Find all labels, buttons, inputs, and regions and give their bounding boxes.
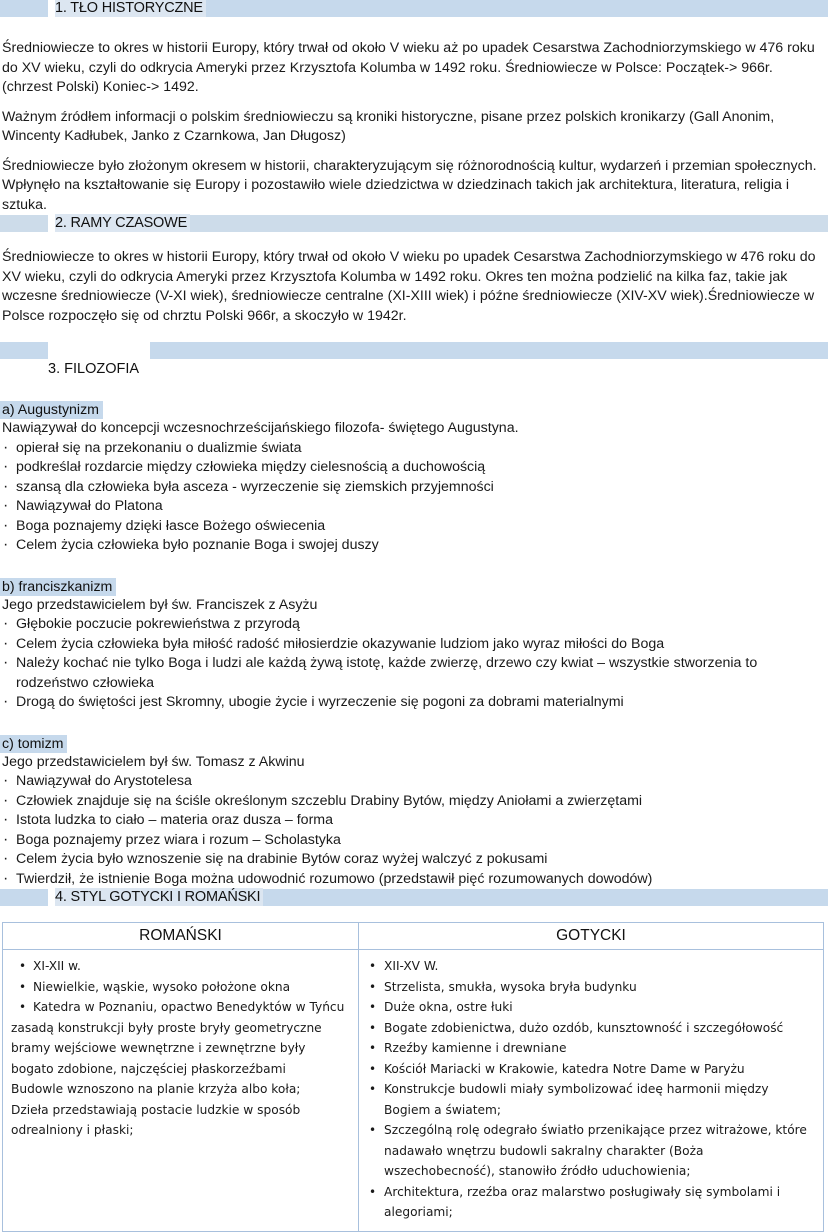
- paragraph-tlo-2: Ważnym źródłem informacji o polskim średniowieczu są kroniki historyczne, pisane przez polskich kronikarzy (Gall Anonim, Wincenty Kadłubek, Janko z Czarnkowa, Jan Długosz): [2, 108, 775, 144]
- subsection-franciszkanizm: [0, 578, 828, 596]
- list-item: • Szczególną rolę odegrało światło przenikające przez witrażowe, które nadawało wnętrzu budowli sakralny charakter (Boża wszechobecność), stanowiło źródło uduchowienia;: [367, 1120, 815, 1182]
- section-band-ramy-czasowe: [0, 215, 828, 232]
- paragraph-tlo-3: Średniowiecze było złożonym okresem w historii, charakteryzującym się różnorodnością kultur, wydarzeń i przemian społecznych. Wpłynęło na kształtowanie się Europy i pozostawiło wiele dziedzictwa w dziedzinach takich jak architektura, literatura, religia i sztuka.: [2, 157, 817, 213]
- list-item: · Nawiązywał do Platona: [0, 497, 828, 517]
- spacer: [0, 556, 828, 578]
- romanski-list: [11, 956, 350, 1018]
- spacer: [0, 326, 828, 342]
- list-item: · podkreślał rozdarcie między człowieka między cielesnością a duchowością: [0, 458, 828, 478]
- table-header-row: [3, 923, 824, 950]
- section-heading-styl-gotycki-i-romanski: 4. STYL GOTYCKI I ROMAŃSKI: [55, 888, 263, 906]
- list-item: · Należy kochać nie tylko Boga i ludzi ale każdą żywą istotę, każde zwierzę, drzewo czy kwiat – wszystkie stworzenia to rodzeństwo człowieka: [0, 654, 828, 693]
- subsection-label-franciszkanizm: b) franciszkanizm: [0, 578, 116, 596]
- section-band-tlo-historyczne: [0, 0, 828, 17]
- paragraph-ramy-1: Średniowiecze to okres w historii Europy, który trwał od około V wieku po upadek Cesarstwa Zachodniorzymskiego w 476 roku do XV wieku, czyli do odkrycia Ameryki przez Krzysztofa Kolumba w 1492 roku. Okres ten można podzielić na kilka faz, takie jak wczesne średniowiecze (V-XI wiek), średniowiecze centralne (XI-XIII wiek) i późne średniowiecze (XIV-XV wiek).Średniowiecze w Polsce rozpoczęło się od chrztu Polski 966r, a skoczyło w 1942r.: [2, 249, 816, 324]
- subsection-intro-augustynizm: Nawiązywał do koncepcji wczesnochrześcijańskiego filozofa- świętego Augustyna.: [2, 420, 519, 436]
- subsection-intro-franciszkanizm: Jego przedstawicielem był św. Franciszek z Asyżu: [2, 596, 318, 613]
- bullet-list-tomizm: [0, 772, 828, 889]
- list-item: • Konstrukcje budowli miały symbolizować ideę harmonii między Bogiem a światem;: [367, 1079, 815, 1120]
- subsection-tomizm: [0, 735, 828, 753]
- list-item: • Katedra w Poznaniu, opactwo Benedyktów w Tyńcu: [11, 997, 350, 1018]
- list-item: • Kościół Mariacki w Krakowie, katedra Notre Dame w Paryżu: [367, 1059, 815, 1080]
- section-heading-filozofia: 3. FILOZOFIA: [48, 361, 140, 377]
- section-heading-tlo-historyczne: 1. TŁO HISTORYCZNE: [55, 0, 206, 17]
- spacer: [0, 98, 828, 108]
- subsection-intro-tomizm: Jego przedstawicielem był św. Tomasz z Akwinu: [2, 753, 305, 770]
- band-strip-right: [150, 342, 828, 359]
- table-cell-gotycki: [359, 950, 824, 1232]
- list-item: · Człowiek znajduje się na ściśle określonym szczeblu Drabiny Bytów, między Aniołami a zwierzętami: [0, 792, 828, 812]
- table-cell-romanski: [3, 950, 359, 1232]
- romanski-paragraph-2: Budowle wznoszono na planie krzyża albo koła;: [11, 1082, 301, 1096]
- spacer: [0, 147, 828, 157]
- subsection-label-tomizm: c) tomizm: [0, 735, 67, 753]
- spacer: [0, 713, 828, 735]
- list-item: · Celem życia człowieka była miłość radość miłosierdzie okazywanie ludziom jako wyraz miłości do Boga: [0, 635, 828, 655]
- bullet-list-augustynizm: [0, 439, 828, 556]
- list-item: · Celem życia było wznoszenie się na drabinie Bytów coraz wyżej walczyć z pokusami: [0, 850, 828, 870]
- bullet-list-franciszkanizm: [0, 615, 828, 713]
- section-band-filozofia: [0, 342, 828, 359]
- list-item: • Architektura, rzeźba oraz malarstwo posługiwały się symbolami i alegoriami;: [367, 1182, 815, 1223]
- spacer: [0, 232, 828, 248]
- list-item: · szansą dla człowieka była asceza - wyrzeczenie się ziemskich przyjemności: [0, 478, 828, 498]
- list-item: • Niewielkie, wąskie, wysoko położone okna: [11, 977, 350, 998]
- romanski-paragraph-3: Dzieła przedstawiają postacie ludzkie w sposób odrealniony i płaski;: [11, 1102, 301, 1137]
- list-item: · Boga poznajemy dzięki łasce Bożego oświecenia: [0, 517, 828, 537]
- section-band-styl-gotycki-i-romanski: [0, 889, 828, 906]
- paragraph-tlo-1: Średniowiecze to okres w historii Europy, który trwał od około V wieku aż po upadek Cesarstwa Zachodniorzymskiego w 476 roku do XV wieku, czyli do odkrycia Ameryki przez Krzysztofa Kolumba w 1492 roku. Średniowiecze w Polsce: Początek-> 966r. (chrzest Polski) Koniec-> 1492.: [2, 40, 815, 95]
- gotycki-content: [359, 950, 823, 1231]
- list-item: · Celem życia człowieka było poznanie Boga i swojej duszy: [0, 536, 828, 556]
- section-heading-ramy-czasowe: 2. RAMY CZASOWE: [55, 214, 190, 232]
- spacer: [0, 17, 828, 39]
- spacer: [0, 379, 828, 401]
- list-item: · opierał się na przekonaniu o dualizmie świata: [0, 439, 828, 459]
- list-item: · Głębokie poczucie pokrewieństwa z przyrodą: [0, 615, 828, 635]
- spacer: [0, 906, 828, 922]
- table-column-header-gotycki: GOTYCKI: [359, 923, 824, 950]
- list-item: · Twierdził, że istnienie Boga można udowodnić rozumowo (przedstawił pięć rozumowanych dowodów): [0, 870, 828, 890]
- table-column-header-romanski: ROMAŃSKI: [3, 923, 359, 950]
- comparison-table: [2, 922, 824, 1232]
- list-item: · Istota ludzka to ciało – materia oraz dusza – forma: [0, 811, 828, 831]
- list-item: · Drogą do świętości jest Skromny, ubogie życie i wyrzeczenie się pogoni za dobrami materialnymi: [0, 693, 828, 713]
- list-item: • Rzeźby kamienne i drewniane: [367, 1038, 815, 1059]
- list-item: • Strzelista, smukła, wysoka bryła budynku: [367, 977, 815, 998]
- list-item: • Duże okna, ostre łuki: [367, 997, 815, 1018]
- table-row: [3, 950, 824, 1232]
- gotycki-list: [367, 956, 815, 1223]
- list-item: • XI-XII w.: [11, 956, 350, 977]
- romanski-paragraph-1: zasadą konstrukcji były proste bryły geometryczne bramy wejściowe wewnętrzne i zewnętrzne były bogato zdobione, najczęściej płaskorzeźbami: [11, 1020, 322, 1076]
- list-item: • Bogate zdobienictwa, dużo ozdób, kunsztowność i szczegółowość: [367, 1018, 815, 1039]
- list-item: · Boga poznajemy przez wiara i rozum – Scholastyka: [0, 831, 828, 851]
- subsection-label-augustynizm: a) Augustynizm: [0, 401, 103, 419]
- subsection-augustynizm: [0, 401, 828, 419]
- list-item: • XII-XV W.: [367, 956, 815, 977]
- romanski-content: [3, 950, 358, 1149]
- band-strip-left: [0, 342, 48, 359]
- list-item: · Nawiązywał do Arystotelesa: [0, 772, 828, 792]
